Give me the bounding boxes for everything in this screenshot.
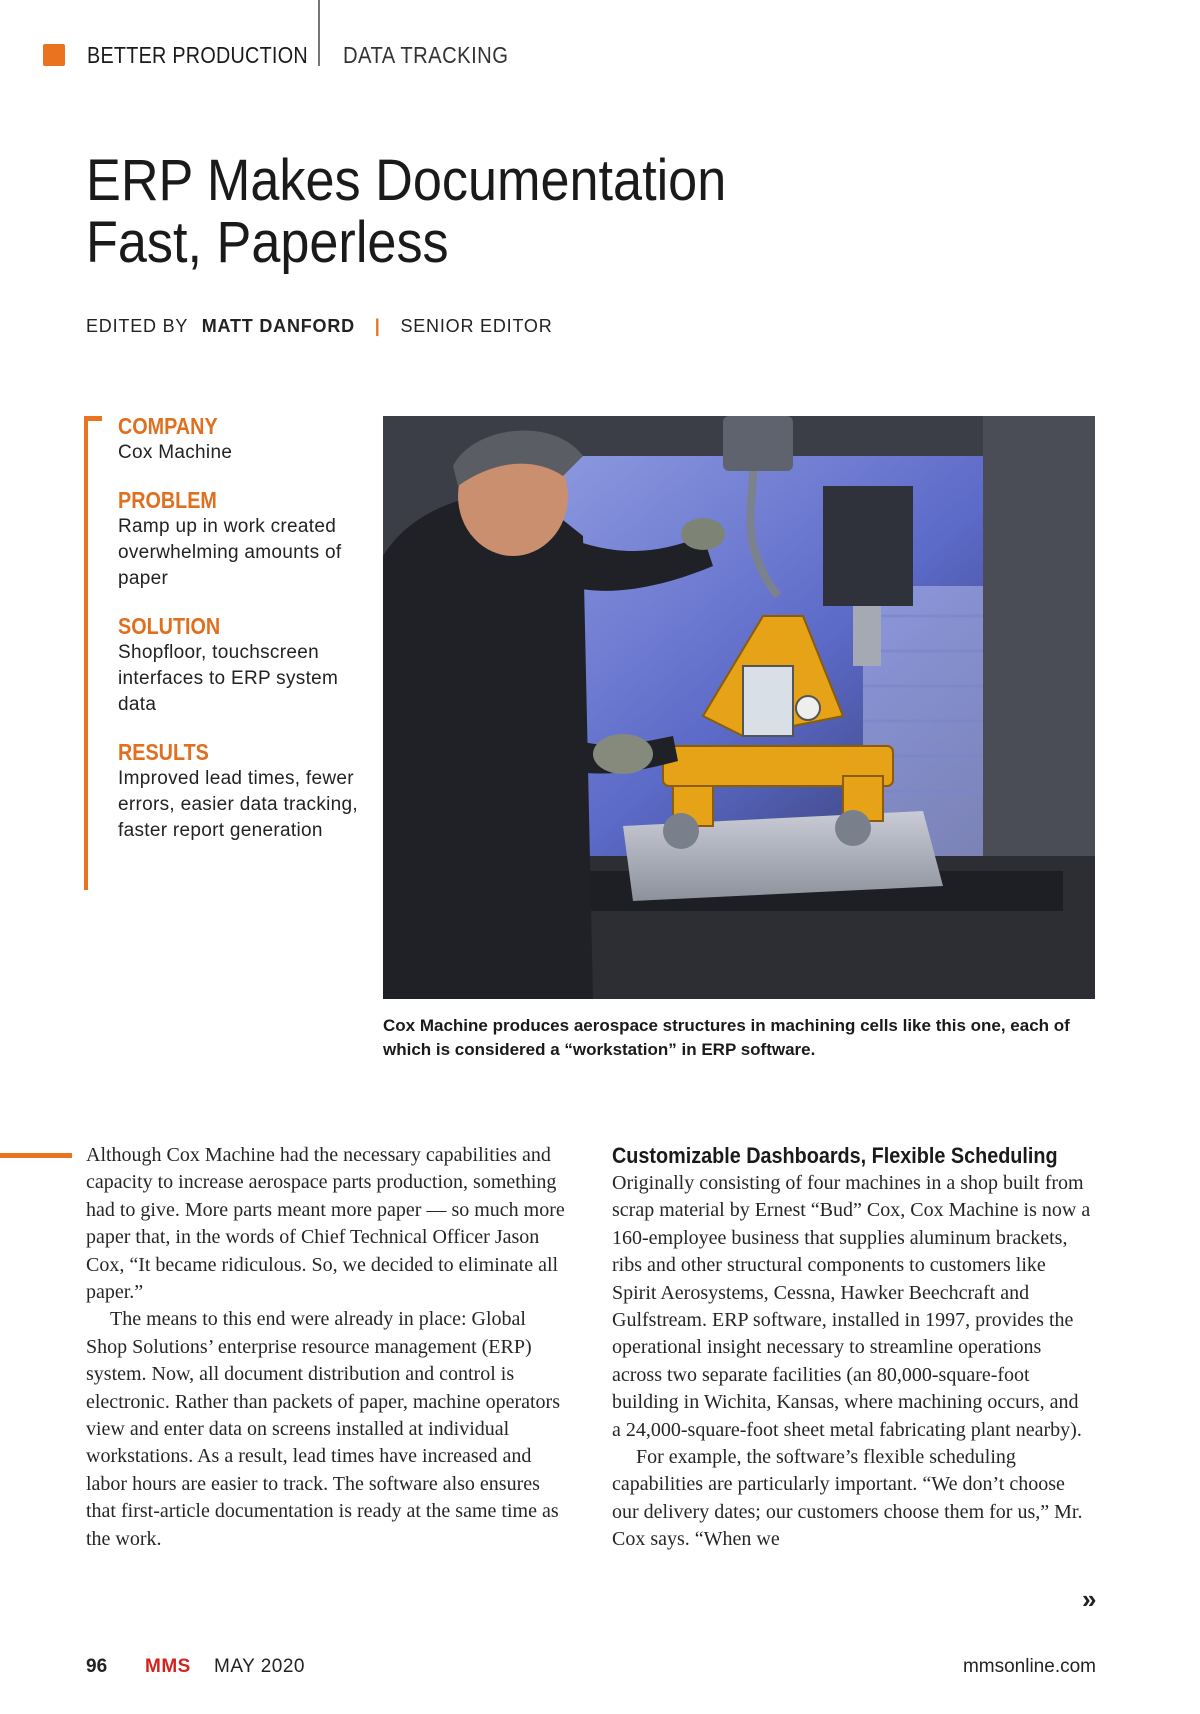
- website-link[interactable]: mmsonline.com: [962, 1656, 1096, 1677]
- continue-arrow-icon: »: [1082, 1584, 1097, 1614]
- page-number: 96: [86, 1656, 108, 1677]
- sidebar-accent-bar: [84, 416, 88, 890]
- body-paragraph: The means to this end were already in place: Global Shop Solutions’ enterprise resource management (ERP) system. Now, all document distribution and control is electronic. Rather than packets of paper, machine operators view and enter data on screens installed at individual workstations. As a result, lead times have increased and labor hours are easier to track. The software also ensures that first-article documentation is ready at the same time as the work.: [86, 1308, 560, 1550]
- body-column-right: [612, 1142, 1092, 1554]
- editor-name: MATT DANFORD: [201, 316, 355, 336]
- sidebar-company: [118, 412, 363, 466]
- sidebar-text: Improved lead times, fewer errors, easier data tracking, faster report generation: [118, 768, 358, 841]
- sidebar-accent-tick: [84, 416, 102, 421]
- sidebar-heading: PROBLEM: [118, 487, 217, 513]
- photo-caption: Cox Machine produces aerospace structures in machining cells like this one, each of which is considered a “workstation” in ERP software.: [383, 1016, 1070, 1059]
- topic-label: DATA TRACKING: [343, 42, 509, 68]
- editor-role: SENIOR EDITOR: [400, 316, 553, 336]
- header-divider: [318, 0, 320, 66]
- article-title: ERP Makes Documentation Fast, Paperless: [86, 148, 727, 275]
- body-paragraph: Originally consisting of four machines in a shop built from scrap material by Ernest “Bud” Cox, Cox Machine is now a 160-employee business that supplies aluminum brackets, ribs and other structural components to customers like Spirit Aerosystems, Cessna, Hawker Beechcraft and Gulfstream. ERP software, installed in 1997, provides the operational insight necessary to streamline operations across two separate facilities (an 80,000-square-foot building in Wichita, Kansas, where machining occurs, and a 24,000-square-foot sheet metal fabricating plant nearby).: [612, 1172, 1091, 1441]
- body-paragraph: For example, the software’s flexible scheduling capabilities are particularly important. “We don’t choose our delivery dates; our customers choose them for us,” Mr. Cox says. “When we: [612, 1446, 1083, 1551]
- sidebar-solution: [118, 612, 363, 718]
- issue-date: MAY 2020: [214, 1656, 305, 1677]
- section-label: BETTER PRODUCTION: [87, 42, 308, 68]
- section-marker: [43, 44, 65, 66]
- section-subhead: Customizable Dashboards, Flexible Scheduling: [612, 1143, 1058, 1168]
- sidebar-heading: SOLUTION: [118, 613, 221, 639]
- byline-separator: |: [374, 316, 381, 336]
- sidebar-text: Shopfloor, touchscreen interfaces to ERP system data: [118, 642, 339, 715]
- sidebar-results: [118, 738, 363, 844]
- body-paragraph: Although Cox Machine had the necessary capabilities and capacity to increase aerospace parts production, something had to give. More parts meant more paper — so much more paper that, in the words of Chief Technical Officer Jason Cox, “It became ridiculous. So, we decided to eliminate all paper.”: [86, 1144, 565, 1304]
- byline: [86, 316, 553, 337]
- photo-illustration: [383, 416, 1095, 999]
- sidebar-text: Ramp up in work created overwhelming amounts of paper: [118, 516, 342, 589]
- sidebar-heading: COMPANY: [118, 413, 218, 439]
- sidebar-text: Cox Machine: [118, 442, 233, 463]
- sidebar-problem: [118, 486, 363, 592]
- byline-prefix: EDITED BY: [86, 316, 188, 336]
- sidebar-heading: RESULTS: [118, 739, 209, 765]
- article-start-accent: [0, 1153, 72, 1158]
- case-summary-sidebar: [118, 412, 363, 864]
- machining-cell-photo: [383, 416, 1095, 999]
- body-column-left: [86, 1142, 566, 1553]
- magazine-brand: MMS: [145, 1656, 191, 1677]
